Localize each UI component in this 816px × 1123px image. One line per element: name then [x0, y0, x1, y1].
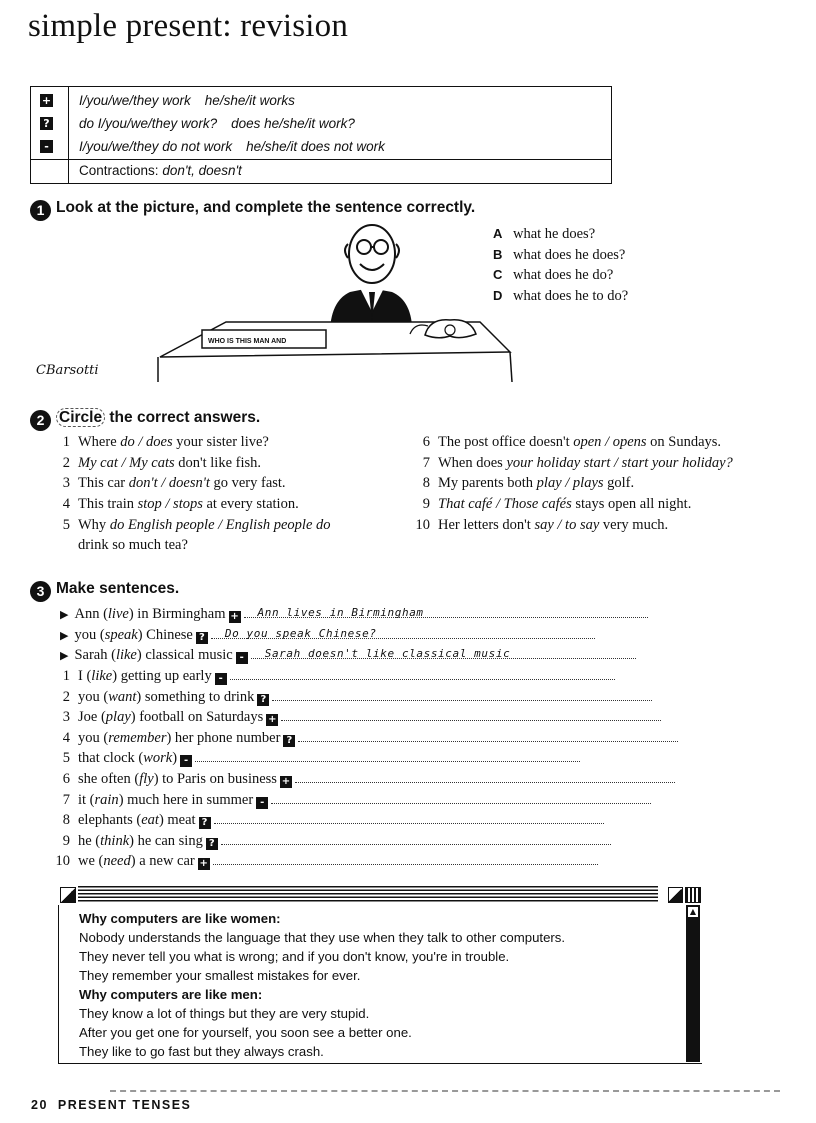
list-item[interactable]: 6 she often (fly) to Paris on business + [52, 770, 678, 791]
minus-icon: - [215, 673, 227, 685]
joke-line: They never tell you what is wrong; and if you don't know, you're in trouble. [79, 949, 510, 964]
joke-line: They know a lot of things but they are very stupid. [79, 1006, 370, 1021]
example-row: ▶ Sarah (like) classical music - Sarah doesn't like classical music [60, 646, 648, 667]
list-item[interactable]: 9 he (think) he can sing ? [52, 832, 678, 853]
plus-icon: + [199, 858, 208, 870]
list-item[interactable]: 8 My parents both play / plays golf. [422, 475, 635, 492]
question-icon: ? [196, 632, 208, 644]
exercise-2-heading: 2 Circle the correct answers. [30, 409, 260, 431]
window-close-icon[interactable] [60, 887, 76, 903]
window-collapse-icon[interactable] [685, 887, 701, 903]
option-b[interactable]: B what does he does? [493, 247, 626, 263]
answer-line[interactable] [230, 667, 615, 680]
list-item[interactable]: 5 that clock (work) - [52, 749, 678, 770]
question-icon: ? [199, 817, 211, 829]
minus-icon: - [256, 797, 268, 809]
page-title: simple present: revision [28, 8, 349, 44]
example-row: ▶ Ann (live) in Birmingham + Ann lives in Birmingham [60, 605, 648, 626]
exercise-2-right-column [412, 434, 733, 537]
list-item[interactable]: 3 Joe (play) football on Saturdays + [52, 708, 678, 729]
grammar-row-positive: I/you/we/they work he/she/it works [79, 93, 295, 108]
window-title-bar[interactable] [78, 886, 658, 902]
joke-line: They like to go fast but they always crash. [79, 1044, 324, 1059]
list-item[interactable]: 3 This car don't / doesn't go very fast. [62, 475, 286, 492]
list-item[interactable]: 2 My cat / My cats don't like fish. [62, 454, 262, 471]
cartoonist-signature: CBarsotti [36, 363, 99, 378]
minus-icon: - [40, 140, 53, 153]
desk-sign-text: WHO IS THIS MAN AND [208, 338, 287, 345]
example-row: ▶ you (speak) Chinese ? Do you speak Chinese? [60, 626, 648, 647]
cartoon-illustration [30, 222, 530, 387]
handwritten-answer: Do you speak Chinese? [224, 626, 377, 640]
list-item-continuation: drink so much tea? [78, 537, 188, 554]
joke-line: Why computers are like men: [79, 987, 263, 1002]
exercise-2-left-column [52, 434, 331, 558]
grammar-box [30, 86, 612, 184]
scroll-up-arrow-icon[interactable]: ▲ [689, 907, 697, 916]
plus-icon: + [230, 611, 239, 622]
list-item[interactable]: 9 That café / Those cafés stays open all night. [422, 496, 692, 513]
section-name: PRESENT TENSES [57, 1098, 192, 1112]
minus-icon: - [180, 755, 192, 767]
page-footer [31, 1098, 191, 1112]
contractions: Contractions: don't, doesn't [79, 163, 242, 178]
exercise-3-heading: 3 Make sentences. [30, 580, 179, 602]
list-item[interactable]: 10 Her letters don't say / to say very much. [415, 516, 669, 533]
list-item[interactable]: 10 we (need) a new car + [52, 852, 678, 873]
option-d[interactable]: D what does he to do? [493, 288, 629, 304]
joke-window [58, 905, 702, 1064]
window-scrollbar[interactable] [686, 905, 700, 1062]
grammar-row-negative: I/you/we/they do not work he/she/it does not work [79, 139, 385, 154]
list-item[interactable]: 6 The post office doesn't open / opens on Sundays. [422, 434, 722, 450]
list-item[interactable]: 4 This train stop / stops at every station. [62, 496, 299, 513]
handwritten-answer: Sarah doesn't like classical music [264, 647, 511, 661]
joke-line: Why computers are like women: [79, 911, 281, 926]
exercise-3-examples [60, 605, 648, 667]
footer-divider [110, 1090, 780, 1092]
question-icon: ? [206, 838, 218, 850]
question-icon: ? [257, 694, 269, 706]
question-icon: ? [40, 117, 53, 130]
list-item[interactable]: 8 elephants (eat) meat ? [52, 811, 678, 832]
window-zoom-icon[interactable] [668, 887, 683, 903]
answer-line[interactable] [295, 770, 675, 783]
list-item[interactable]: 7 When does your holiday start / start your holiday? [422, 454, 733, 471]
answer-line[interactable] [214, 811, 604, 824]
option-c[interactable]: C what does he do? [493, 267, 614, 283]
joke-line: They remember your smallest mistakes for ever. [79, 968, 361, 983]
list-item[interactable]: 4 you (remember) her phone number ? [52, 729, 678, 750]
list-item[interactable]: 2 you (want) something to drink ? [52, 688, 678, 709]
grammar-row-question: do I/you/we/they work? does he/she/it work? [79, 116, 355, 131]
minus-icon: - [236, 652, 248, 664]
list-item[interactable]: 1 I (like) getting up early - [52, 667, 678, 688]
list-item[interactable]: 7 it (rain) much here in summer - [52, 791, 678, 812]
answer-line[interactable] [271, 791, 651, 804]
handwritten-answer: Ann lives in Birmingham [257, 606, 424, 619]
list-item[interactable]: 1 Where do / does your sister live? [62, 434, 269, 450]
answer-line[interactable] [195, 749, 580, 762]
plus-icon: + [268, 714, 277, 726]
plus-icon: + [281, 775, 291, 787]
page-number: 20 [31, 1098, 48, 1112]
list-item[interactable]: 5 Why do English people / English people do [62, 516, 331, 533]
answer-line[interactable] [213, 852, 598, 865]
answer-line[interactable] [272, 688, 652, 701]
question-icon: ? [283, 735, 295, 747]
answer-line[interactable] [281, 708, 661, 721]
answer-line[interactable] [221, 832, 611, 845]
exercise-3-items [52, 667, 678, 873]
exercise-1-heading: 1 Look at the picture, and complete the sentence correctly. [30, 199, 475, 221]
answer-line[interactable] [298, 729, 678, 742]
plus-icon: + [41, 94, 52, 107]
joke-line: Nobody understands the language that they use when they talk to other computers. [79, 930, 566, 945]
option-a[interactable]: A what he does? [493, 226, 596, 242]
joke-line: After you get one for yourself, you soon see a better one. [79, 1025, 412, 1040]
